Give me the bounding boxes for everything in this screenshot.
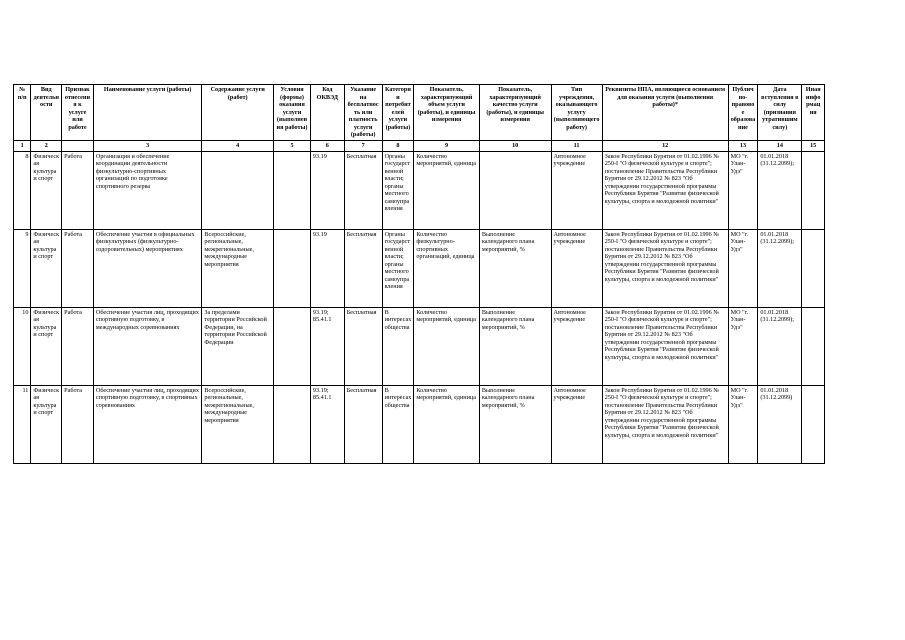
activity-type-cell: Физическая культура и спорт (31, 229, 62, 307)
service-or-work-cell: Работа (62, 151, 94, 229)
column-number-cell: 15 (802, 140, 825, 151)
column-number-cell: 14 (758, 140, 802, 151)
row-number-cell: 11 (14, 385, 31, 463)
okved-code-cell: 93.19; 85.41.1 (310, 385, 344, 463)
legal-acts-cell: Закон Республики Бурятия от 01.02.1996 № 250-I "О физической культуре и спорте"; постановление Правительства Республики Бурятия от 29.12.2012 № 823 "Об утверждении государственной программы Республики Бурятия "Развитие физической культуры, спорта и молодежной политики" (602, 229, 728, 307)
conditions-cell (274, 307, 311, 385)
header-cell: № п/п (14, 85, 31, 141)
activity-type-cell: Физическая культура и спорт (31, 151, 62, 229)
column-number-cell: 3 (93, 140, 202, 151)
quality-indicator-cell: Выполнение календарного плана мероприятий, % (479, 385, 551, 463)
header-cell: Показатель, характеризующий качество услуги (работы), и единицы измерения (479, 85, 551, 141)
header-cell: Наименование услуги (работы) (93, 85, 202, 141)
other-info-cell (802, 385, 825, 463)
column-number-cell: 6 (310, 140, 344, 151)
conditions-cell (274, 229, 311, 307)
header-cell: Иная информация (802, 85, 825, 141)
row-number-cell: 8 (14, 151, 31, 229)
column-number-cell: 2 (31, 140, 62, 151)
payment-cell: Бесплатная (344, 229, 382, 307)
okved-code-cell: 93.19 (310, 229, 344, 307)
column-number-cell: 13 (728, 140, 758, 151)
effective-date-cell: 01.01.2018 (31.12.2099); (758, 307, 802, 385)
service-content-cell (202, 151, 274, 229)
header-row (14, 85, 825, 141)
service-name-cell: Организация и обеспечение координации деятельности физкультурно-спортивных организаций по подготовке спортивного резерва (93, 151, 202, 229)
quality-indicator-cell: Выполнение календарного плана мероприятий, % (479, 229, 551, 307)
municipality-cell: МО "г. Улан-Удэ" (728, 151, 758, 229)
effective-date-cell: 01.01.2018 (31.12.2099) (758, 385, 802, 463)
legal-acts-cell: Закон Республики Бурятия от 01.02.1996 № 250-I "О физической культуре и спорте"; постановление Правительства Республики Бурятия от 29.12.2012 № 823 "Об утверждении государственной программы Республики Бурятия "Развитие физической культуры, спорта и молодежной политики" (602, 385, 728, 463)
other-info-cell (802, 229, 825, 307)
column-number-cell: 7 (344, 140, 382, 151)
header-cell: Категории потребителей услуги (работы) (382, 85, 414, 141)
table-row (14, 385, 825, 463)
consumers-cell: В интересах общества (382, 385, 414, 463)
header-cell: Реквизиты НПА, являющиеся основанием для оказания услуги (выполнения работы)* (602, 85, 728, 141)
institution-type-cell: Автономное учреждение (551, 385, 602, 463)
column-number-cell: 5 (274, 140, 311, 151)
institution-type-cell: Автономное учреждение (551, 229, 602, 307)
service-content-cell: За пределами территории Российской Федерации, на территории Российской Федерации (202, 307, 274, 385)
row-number-cell: 9 (14, 229, 31, 307)
volume-indicator-cell: Количество мероприятий, единица (414, 307, 480, 385)
header-cell: Публично-правовое образование (728, 85, 758, 141)
service-or-work-cell: Работа (62, 385, 94, 463)
effective-date-cell: 01.01.2018 (31.12.2099); (758, 151, 802, 229)
column-number-cell: 9 (414, 140, 480, 151)
column-number-cell: 12 (602, 140, 728, 151)
table-body (14, 140, 825, 463)
other-info-cell (802, 151, 825, 229)
row-number-cell: 10 (14, 307, 31, 385)
conditions-cell (274, 385, 311, 463)
municipality-cell: МО "г. Улан-Удэ" (728, 385, 758, 463)
service-content-cell: Всероссийские, региональные, межрегиональные, международные мероприятия (202, 385, 274, 463)
volume-indicator-cell: Количество мероприятий, единица (414, 151, 480, 229)
column-number-cell: 1 (14, 140, 31, 151)
conditions-cell (274, 151, 311, 229)
consumers-cell: В интересах общества (382, 307, 414, 385)
header-cell: Указание на бесплатность или платность услуги (работы) (344, 85, 382, 141)
consumers-cell: Органы государственной власти; органы местного самоуправления (382, 151, 414, 229)
column-number-cell: 10 (479, 140, 551, 151)
service-name-cell: Обеспечение участия в официальных физкультурных (физкультурно-оздоровительных) мероприятиях (93, 229, 202, 307)
consumers-cell: Органы государственной власти; органы местного самоуправления (382, 229, 414, 307)
institution-type-cell: Автономное учреждение (551, 307, 602, 385)
okved-code-cell: 93.19 (310, 151, 344, 229)
header-cell: Код ОКВЭД (310, 85, 344, 141)
header-cell: Условия (формы) оказания услуги (выполнения работы) (274, 85, 311, 141)
legal-acts-cell: Закон Республики Бурятия от 01.02.1996 № 250-I "О физической культуре и спорте"; постановление Правительства Республики Бурятия от 29.12.2012 № 823 "Об утверждении государственной программы Республики Бурятия "Развитие физической культуры, спорта и молодежной политики" (602, 151, 728, 229)
institution-type-cell: Автономное учреждение (551, 151, 602, 229)
other-info-cell (802, 307, 825, 385)
column-number-cell: 4 (202, 140, 274, 151)
service-or-work-cell: Работа (62, 229, 94, 307)
column-number-cell (62, 140, 94, 151)
quality-indicator-cell (479, 151, 551, 229)
volume-indicator-cell: Количество мероприятий, единица (414, 385, 480, 463)
header-cell: Вид деятельности (31, 85, 62, 141)
municipality-cell: МО "г. Улан-Удэ" (728, 307, 758, 385)
column-number-cell: 11 (551, 140, 602, 151)
municipality-cell: МО "г. Улан-Удэ" (728, 229, 758, 307)
column-number-row (14, 140, 825, 151)
activity-type-cell: Физическая культура и спорт (31, 385, 62, 463)
service-name-cell: Обеспечение участия лиц, проходящих спортивную подготовку, в спортивных соревнованиях (93, 385, 202, 463)
payment-cell: Бесплатная (344, 151, 382, 229)
payment-cell: Бесплатная (344, 385, 382, 463)
services-register-table (13, 84, 825, 464)
header-cell: Содержание услуги (работ) (202, 85, 274, 141)
service-content-cell: Всероссийские, региональные, межрегиональные, международные мероприятия (202, 229, 274, 307)
header-cell: Дата вступления в силу (признания утратившим силу) (758, 85, 802, 141)
column-number-cell: 8 (382, 140, 414, 151)
table-row (14, 229, 825, 307)
service-or-work-cell: Работа (62, 307, 94, 385)
quality-indicator-cell: Выполнение календарного плана мероприятий, % (479, 307, 551, 385)
header-cell: Тип учреждения, оказывающего услугу (выполняющего работу) (551, 85, 602, 141)
activity-type-cell: Физическая культура и спорт (31, 307, 62, 385)
legal-acts-cell: Закон Республики Бурятия от 01.02.1996 № 250-I "О физической культуре и спорте"; постановление Правительства Республики Бурятия от 29.12.2012 № 823 "Об утверждении государственной программы Республики Бурятия "Развитие физической культуры, спорта и молодежной политики" (602, 307, 728, 385)
service-name-cell: Обеспечение участия лиц, проходящих спортивную подготовку, в международных соревнованиях (93, 307, 202, 385)
okved-code-cell: 93.19; 85.41.1 (310, 307, 344, 385)
effective-date-cell: 01.01.2018 (31.12.2099); (758, 229, 802, 307)
header-cell: Показатель, характеризующий объем услуги (работы), и единицы измерения (414, 85, 480, 141)
table-row (14, 151, 825, 229)
table-row (14, 307, 825, 385)
volume-indicator-cell: Количество физкультурно-спортивных организаций, единица (414, 229, 480, 307)
payment-cell: Бесплатная (344, 307, 382, 385)
header-cell: Признак отнесения к услуге или работе (62, 85, 94, 141)
